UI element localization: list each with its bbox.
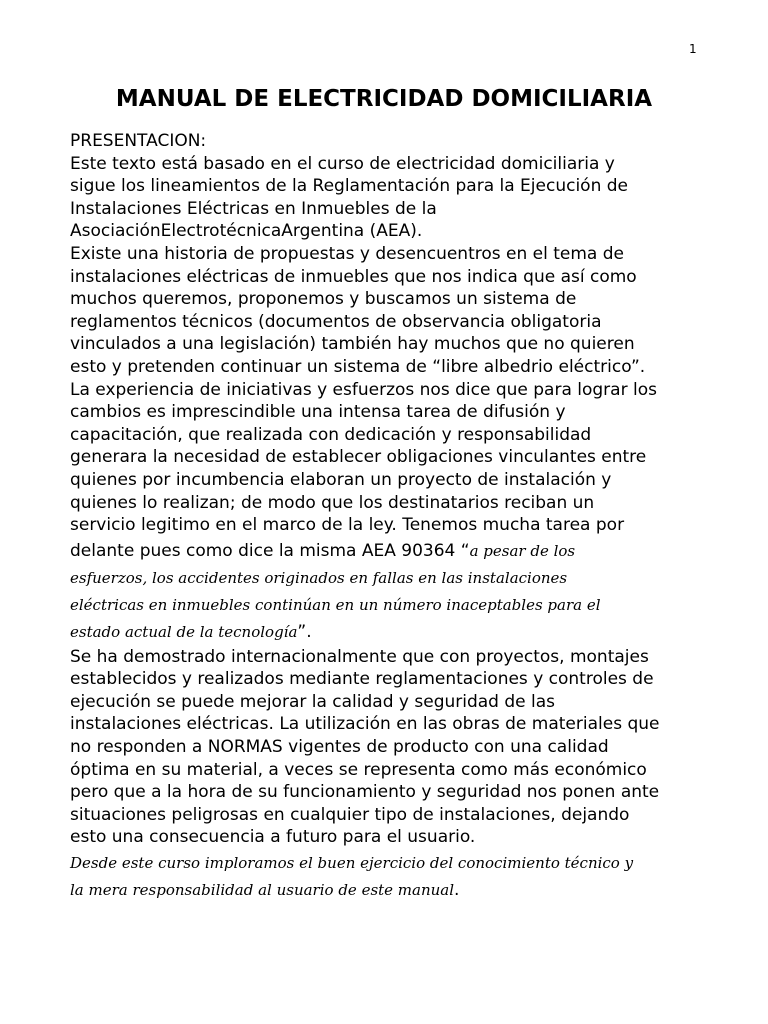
paragraph-line: esto una consecuencia a futuro para el usuario. [70,827,476,848]
paragraph-line: Existe una historia de propuestas y desencuentros en el tema de [70,243,625,264]
paragraph-line: capacitación, que realizada con dedicación y responsabilidad [70,424,592,445]
quote-line [70,537,760,565]
paragraph-line: cambios es imprescindible una intensa tarea de difusión y [70,402,566,423]
quote-close: ”. [297,621,312,642]
quote-text: eléctricas en inmuebles continúan en un número inaceptables para el [70,595,601,614]
paragraph-line: vinculados a una legislación) también hay muchos que no quieren [70,334,635,355]
quote-lead: delante pues como dice la misma AEA 90364 “ [70,540,470,561]
quote-text: a pesar de los [469,541,576,560]
paragraph-line: quienes lo realizan; de modo que los destinatarios reciban un [70,492,595,513]
document-body [70,130,760,904]
paragraph-line: servicio legitimo en el marco de la ley. Tenemos mucha tarea por [70,515,625,536]
paragraph-line: no responden a NORMAS vigentes de producto con una calidad [70,737,609,758]
paragraph-line: instalaciones eléctricas. La utilización en las obras de materiales que [70,714,660,735]
paragraph-line: La experiencia de iniciativas y esfuerzos nos dice que para lograr los [70,379,657,400]
paragraph-line: ejecución se puede mejorar la calidad y seguridad de las [70,691,556,712]
paragraph-line: óptima en su material, a veces se representa como más económico [70,759,647,780]
paragraph-line: establecidos y realizados mediante reglamentaciones y controles de [70,669,654,690]
page-number: 1 [689,42,697,56]
paragraph-line: Se ha demostrado internacionalmente que con proyectos, montajes [70,646,649,667]
closing-end: . [454,880,460,901]
document-title: MANUAL DE ELECTRICIDAD DOMICILIARIA [115,86,653,112]
closing-text: la mera responsabilidad al usuario de este manual [70,881,455,900]
paragraph-line: muchos queremos, proponemos y buscamos un sistema de [70,289,577,310]
quote-text: esfuerzos, los accidentes originados en fallas en las instalaciones [70,568,568,587]
paragraph-line: generara la necesidad de establecer obligaciones vinculantes entre [70,447,647,468]
paragraph-line: sigue los lineamientos de la Reglamentación para la Ejecución de [70,176,629,197]
paragraph-line: instalaciones eléctricas de inmuebles que nos indica que así como [70,266,637,287]
paragraph-line: quienes por incumbencia elaboran un proyecto de instalación y [70,469,612,490]
paragraph-line: reglamentos técnicos (documentos de observancia obligatoria [70,311,602,332]
paragraph-line: Instalaciones Eléctricas en Inmuebles de la [70,198,437,219]
paragraph-line: situaciones peligrosas en cualquier tipo de instalaciones, dejando [70,804,630,825]
quote-line [70,619,760,646]
paragraph-line: esto y pretenden continuar un sistema de “libre albedrio eléctrico”. [70,356,646,377]
paragraph-line: Este texto está basado en el curso de electricidad domiciliaria y [70,153,615,174]
paragraph-line: AsociaciónElectrotécnicaArgentina (AEA). [70,221,423,242]
paragraph-line: pero que a la hora de su funcionamiento y seguridad nos ponen ante [70,782,660,803]
section-heading: PRESENTACION: [70,131,207,151]
closing-text: Desde este curso imploramos el buen ejercicio del conocimiento técnico y [70,854,634,873]
closing-line [70,877,760,904]
quote-text: estado actual de la tecnología [70,622,298,641]
